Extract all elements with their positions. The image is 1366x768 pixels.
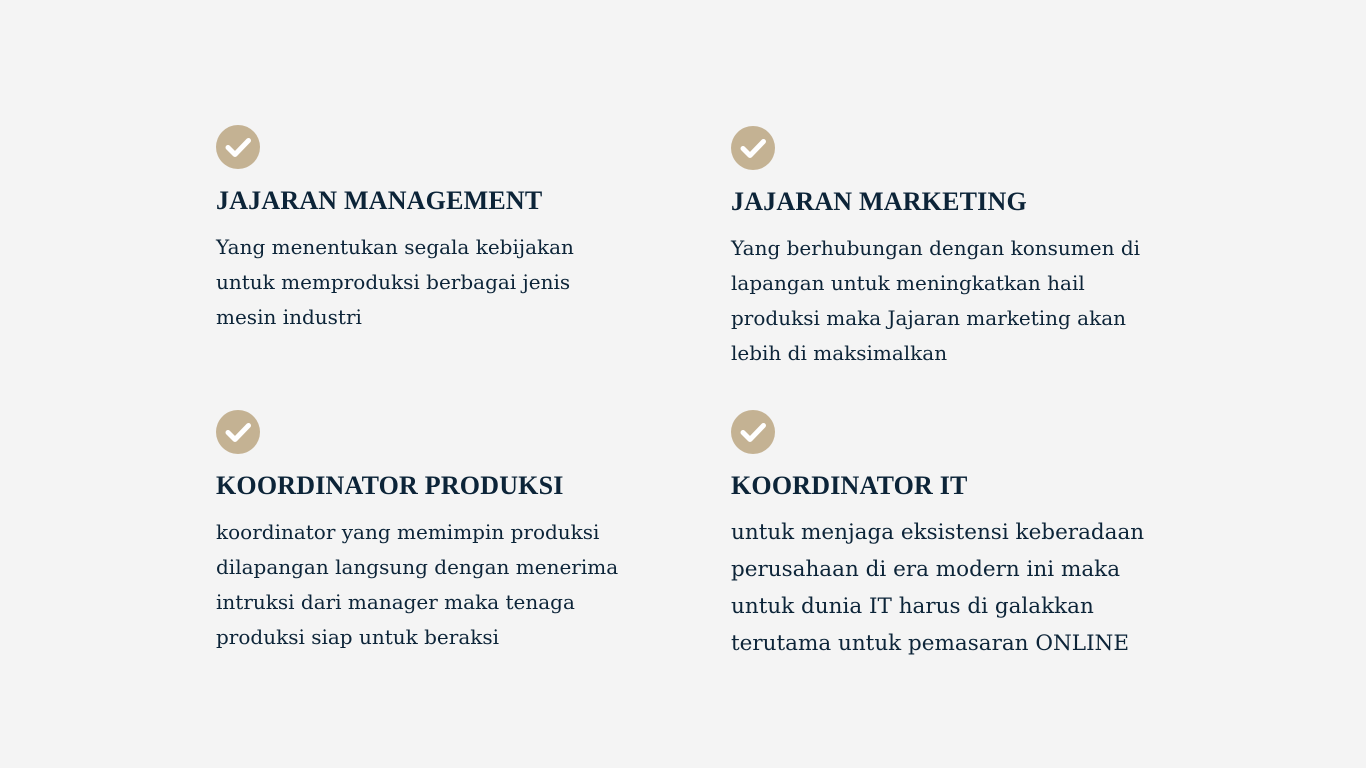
feature-title: JAJARAN MARKETING: [731, 187, 1027, 216]
feature-description: Yang menentukan segala kebijakan untuk memproduksi berbagai jenis mesin industri: [216, 235, 574, 329]
feature-description: untuk menjaga eksistensi keberadaan perusahaan di era modern ini maka untuk dunia IT harus di galakkan terutama untuk pemasaran ONLINE: [731, 520, 1145, 656]
check-circle-icon: [731, 410, 775, 454]
check-circle-icon: [216, 125, 260, 169]
feature-description: Yang berhubungan dengan konsumen di lapangan untuk meningkatkan hail produksi maka Jajaran marketing akan lebih di maksimalkan: [731, 236, 1141, 365]
check-circle-icon: [216, 410, 260, 454]
check-circle-icon: [731, 126, 775, 170]
feature-title: KOORDINATOR PRODUKSI: [216, 471, 564, 500]
feature-title: JAJARAN MANAGEMENT: [216, 186, 543, 215]
feature-jajaran-marketing: [731, 126, 1161, 371]
feature-description: koordinator yang memimpin produksi dilapangan langsung dengan menerima intruksi dari manager maka tenaga produksi siap untuk beraksi: [216, 520, 619, 649]
feature-title: KOORDINATOR IT: [731, 471, 968, 500]
feature-koordinator-produksi: [216, 410, 646, 655]
feature-jajaran-management: [216, 125, 646, 335]
feature-koordinator-it: [731, 410, 1161, 662]
